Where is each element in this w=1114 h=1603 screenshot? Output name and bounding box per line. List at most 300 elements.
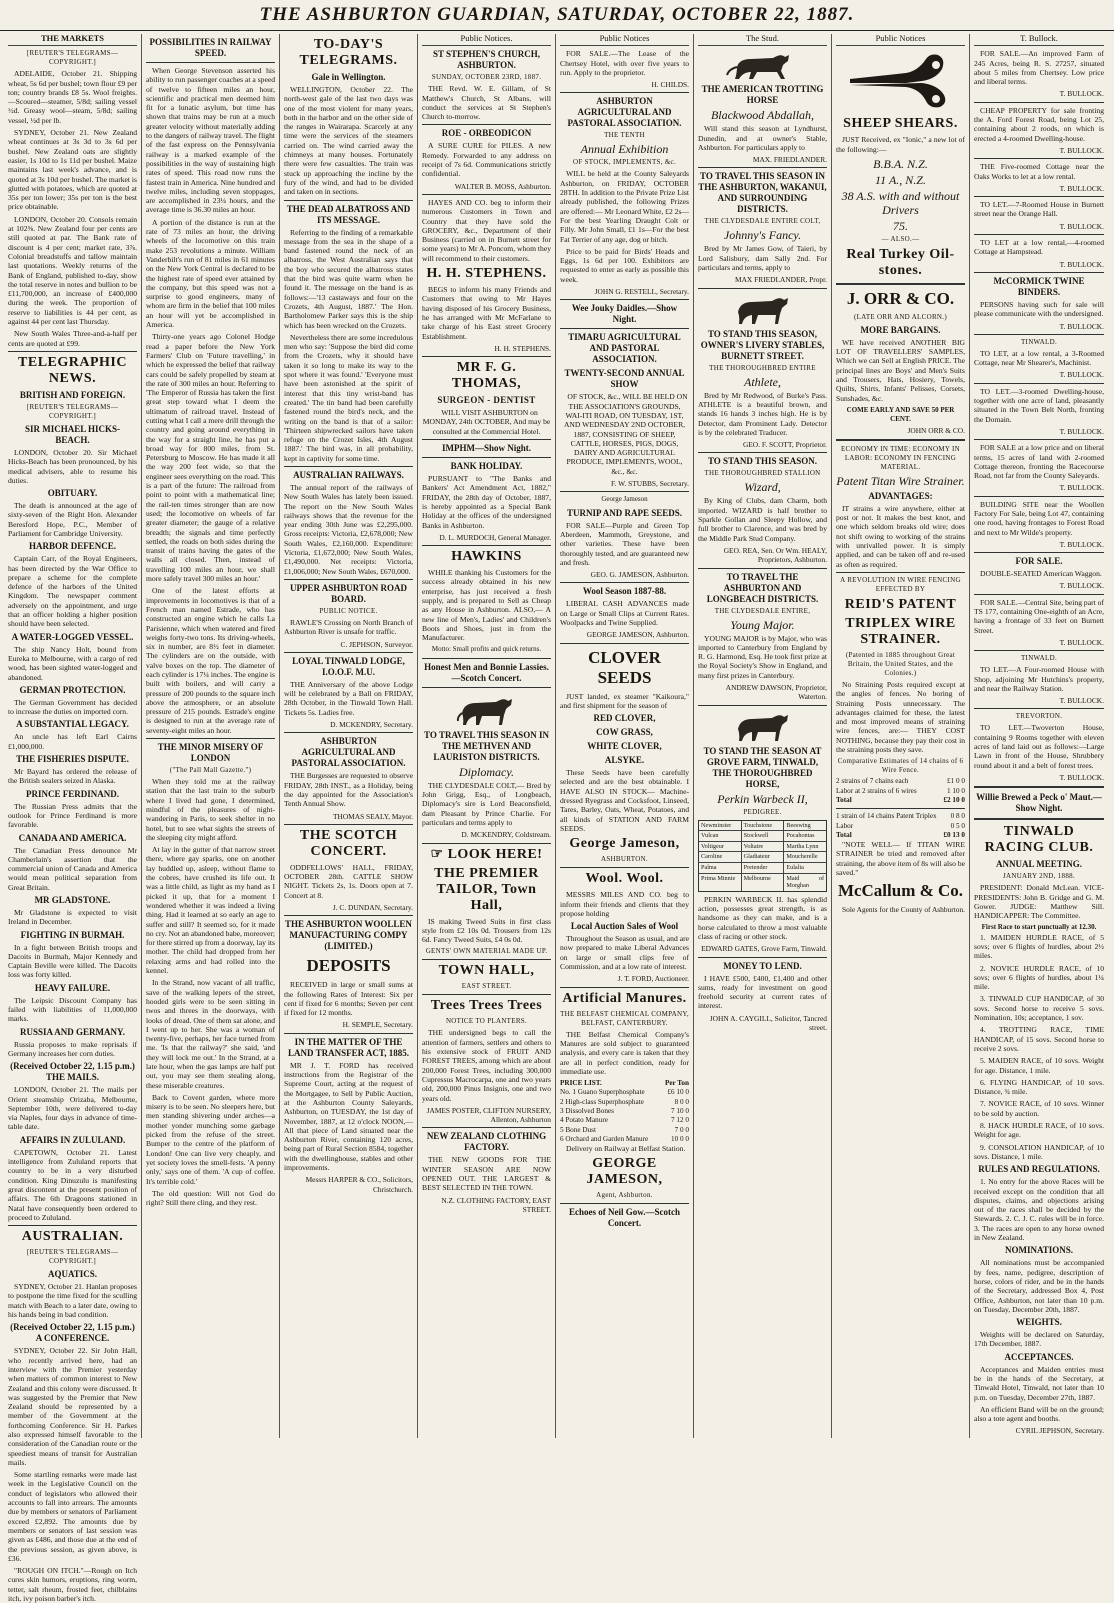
- notice-text: Price to be paid for Birds' Heads and Eggs, 1s 6d per 100. Exhibitors are requested to enter as early as possible this week.: [560, 246, 689, 284]
- divider: [284, 652, 413, 653]
- article-text: Thirty-one years ago Colonel Hodge read a paper before the New York Farmers' Club on 'Future travelling,' in which he expressed the belief that railway cars could be safely propelled by steam at the rate of 300 miles an hour. Referring to 'The Emperor of Russia has taken the first great step toward what I deem the ultimatum of railroad travel. Instead of cutting what I call a mere drill through the country and going around everything in the way for a straight line, he has put a broad way for 800 miles, from St. Petersburg to Moscow. He has made it all the way 200 feet wide, so that the engineer sees everything on the road. This is a part of the future: The railroad from point to point with a mathematical line; the rail-ten times stronger than are now used; the locomotive on wheels of far greater diameter; the gauge of a relative breadth; the signals and time perfectly settled, the roads on both sides during the transit of trains having the gates of the walls all closed. Then, instead of travelling 100 miles an hour, we shall more safely travel 300 miles an hour.': [146, 332, 275, 584]
- divider: [974, 158, 1104, 159]
- divider: [974, 272, 1104, 273]
- show-heading: TWENTY-SECOND ANNUAL SHOW: [564, 368, 685, 390]
- divider: [974, 196, 1104, 197]
- news-heading: HEAVY FAILURE.: [34, 982, 111, 993]
- table-cell: Martha Lynn: [783, 842, 826, 852]
- divider: [422, 545, 551, 546]
- estimate-value: £1 0 0: [947, 777, 965, 786]
- show-night-notice: Honest Men and Bonnie Lassies.—Scotch Concert.: [424, 661, 549, 683]
- table-row: [699, 821, 826, 831]
- table-cell: Touchstone: [741, 821, 784, 831]
- divider: [974, 650, 1104, 651]
- notice-signature: GEORGE JAMESON, Ashburton.: [586, 630, 689, 640]
- divider: [560, 867, 689, 868]
- racing-club-heading: TINWALD RACING CLUB.: [984, 824, 1094, 856]
- advertiser-name: J. ORR & CO.: [846, 288, 955, 308]
- table-cell: Stockwell: [741, 831, 784, 841]
- notice-subheading: THE BELFAST CHEMICAL COMPANY, BELFAST, CANTERBURY.: [560, 1009, 689, 1027]
- column-5: [556, 34, 694, 1438]
- notice-heading: IN THE MATTER OF THE LAND TRANSFER ACT, 1885.: [288, 1036, 409, 1058]
- notice-text: TO LET.—3-roomed Dwelling-house, together with one acre of land, pleasantly situated in the Town Belt North, fronting the Domain.: [974, 386, 1104, 424]
- notice-heading: ASHBURTON AGRICULTURAL AND PASTORAL ASSOCIATION.: [567, 96, 682, 129]
- notice-signature: D. MCKENDRY, Secretary.: [330, 720, 413, 730]
- table-cell: Caroline: [701, 853, 723, 861]
- wool-heading: Wool. Wool.: [585, 871, 664, 887]
- estimate-value: £2 10 0: [943, 795, 965, 804]
- news-heading: AQUATICS.: [47, 1269, 98, 1280]
- notice-text: IS making Tweed Suits in first class style from £2 10s 0d. Trousers from 12s 6d. Fancy Tweed Suits, £4 0s 0d.: [422, 916, 551, 945]
- race-entry: 5. MAIDEN RACE, of 10 sovs. Weight for age. Distance, 1 mile.: [974, 1056, 1104, 1075]
- notice-text: FOR SALE.—The Lease of the Chertsey Hotel, with over five years to run. Apply to the proprietor.: [560, 49, 689, 77]
- news-text: SYDNEY, October 21. Hanlan proposes to postpone the time fixed for the sculling match with Beach to a later date, owing to his hands being in bad condition.: [8, 1282, 137, 1320]
- news-heading: SIR MICHAEL HICKS-BEACH.: [24, 423, 121, 445]
- divider: [422, 439, 551, 440]
- notice-text: BUILDING SITE near the Woollen Factory For Sale, being Lot 47, containing one rood, having frontages to Forest Road and next to Mr Wilde's property.: [974, 499, 1104, 537]
- article-text: At lay in the gutter of that narrow street there, where gay sparks, one on another lay huddled up, asleep, without flame to the cobres, have crushed its life out. It was a little child, as light as my hand as I picked it up, that for a moment I wondered whether it was indeed a living thing. Had it learned at so early an age to suffer and still? It seemed so, for it made no cry. Not an abandoned babe, moreover; for there stirred up from a doorway, lay its mother. The child had dropped from her relaxing arms and had rolled into the kennel.: [146, 845, 275, 976]
- notice-text: An efficient Band will be on the ground; also a tote agent and booths.: [974, 1404, 1104, 1424]
- race-entry: 7. NOVICE RACE, of 10 sovs. Winner to be sold by auction.: [974, 1099, 1104, 1118]
- news-heading: OBITUARY.: [47, 488, 98, 499]
- table-row: [699, 830, 826, 841]
- seed-item: RED CLOVER,: [593, 713, 656, 724]
- estimate-heading: Comparative Estimates of 14 chains of 6 Wire Fence.: [837, 757, 964, 775]
- pedigree-table: [698, 820, 827, 892]
- news-text: Mr Gladstone is expected to visit Ireland in December.: [8, 908, 137, 927]
- notice-subheading: TINWALD.: [1020, 337, 1058, 346]
- divider: [422, 457, 551, 458]
- price-item: 6 Orchard and Garden Manure: [560, 1134, 649, 1143]
- notice-text: PERSONS having such for sale will please communicate with the undersigned.: [974, 299, 1104, 319]
- notice-text: Will stand this season at Lyndhurst, Dunedin, and at owner's Stable, Ashburton. For particulars apply to: [698, 124, 827, 152]
- notice-text: THE Revd. W. E. Gillam, of St Matthew's Church, St Albans, will conduct the services at St Stephen's Church to-morrow.: [422, 84, 551, 122]
- race-entry: 2. NOVICE HURDLE RACE, of 10 sovs; over 6 flights of hurdles, about 1¼ mile.: [974, 963, 1104, 992]
- notice-signature: T. BULLOCK.: [1059, 483, 1104, 493]
- estimate-item: Labor at 2 strains of 6 wires: [836, 786, 917, 795]
- notice-text: RECEIVED in large or small sums at the following Rates of Interest: Six per cent if fixed for 6 months; Seven per cent if fixed for 12 months.: [284, 980, 413, 1018]
- notice-signature: N.Z. CLOTHING FACTORY, EAST STREET.: [441, 1195, 551, 1214]
- advertiser-location: ASHBURTON.: [601, 855, 648, 864]
- price-row: [560, 1135, 689, 1144]
- notice-signature: T. BULLOCK.: [1059, 772, 1104, 782]
- credit-line: [REUTER'S TELEGRAMS—COPYRIGHT.]: [26, 49, 119, 67]
- price-list-unit: Per Ton: [664, 1079, 689, 1088]
- notice-heading: TIMARU AGRICULTURAL AND PASTORAL ASSOCIATION.: [568, 332, 681, 365]
- article-text: Referring to the finding of a remarkable message from the sea in the shape of a band fastened round the neck of an albatross, the West Australian says that the boy who secured the albatross states that the bird was quite warm when he found it. The message on the band is as follows:—'13 castaways and four on the Crozets, 4th August, 1887.' The Hon. Bartholomew Parker says this is the ship which has been wrecked on the Crozets.: [284, 227, 413, 330]
- divider: [974, 234, 1104, 235]
- divider: [698, 568, 827, 569]
- notice-signature: T. BULLOCK.: [1059, 426, 1104, 436]
- divider: [422, 124, 551, 125]
- table-cell: Prima Minnie: [701, 874, 736, 882]
- advertiser-name: GEORGE JAMESON,: [586, 1156, 663, 1188]
- advertiser-location: Agent, Ashburton.: [596, 1191, 653, 1200]
- show-night-notice: Willie Brewed a Peck o' Maut.—Show Night.: [976, 792, 1102, 814]
- news-heading: CANADA AND AMERICA.: [18, 832, 127, 843]
- estimate-value: £0 13 0: [943, 830, 965, 839]
- article-text: The old question: Will not God do right? Still there cling, and they rest.: [146, 1188, 275, 1208]
- divider: [974, 552, 1104, 553]
- seeds-heading: TURNIP AND RAPE SEEDS.: [566, 507, 683, 518]
- nominations-heading: NOMINATIONS.: [1004, 1245, 1074, 1256]
- notice-signature: D. L. MURDOCH, General Manager.: [439, 532, 551, 542]
- notice-subheading: ECONOMY IN TIME: ECONOMY IN LABOR: ECONOMY IN FENCING MATERIAL.: [840, 444, 961, 471]
- horse-name: Diplomacy.: [459, 764, 514, 779]
- notice-signature: T. BULLOCK.: [1059, 637, 1104, 647]
- notice-heading: TO TRAVEL THE ASHBURTON AND LONGBEACH DISTRICTS.: [706, 571, 819, 604]
- news-text: LONDON, October 21. The mails per Orient steamship Orizaba, Melbourne, September 10th, were delivered to-day via Naples, four days in advance of time-table date.: [8, 1085, 137, 1132]
- notice-signature: T. BULLOCK.: [1059, 321, 1104, 331]
- race-entry: 1. MAIDEN HURDLE RACE, of 5 sovs; over 6 flights of hurdles, about 2½ miles.: [974, 932, 1104, 961]
- notice-date: SUNDAY, OCTOBER 23RD, 1887.: [431, 73, 542, 82]
- column-header: Public Notices: [836, 34, 965, 46]
- table-cell: Melbourne: [741, 874, 784, 891]
- news-heading: GERMAN PROTECTION.: [19, 684, 126, 695]
- notice-signature: T. BULLOCK.: [1059, 696, 1104, 706]
- column-7: [832, 34, 970, 1438]
- notice-text: THE Belfast Chemical Company's Manures are sold subject to guaranteed analysis, and every care is taken that they are all in perfect condition, ready for immediate use.: [560, 1029, 689, 1076]
- nominations-text: All nominations must be accompanied by fees, name, pedigree, description of horse, colors of rider, and be in the hands of the Secretary, addressed Box 4, Post Office, Ashburton, not later than 10 p.m. on Tuesday, December 20th, 1887.: [974, 1258, 1104, 1314]
- notice-text: JUST Received, ex "Ionic," a new lot of the following:—: [836, 135, 965, 154]
- notice-heading: ADVANTAGES:: [868, 490, 933, 501]
- seed-item: COW GRASS,: [596, 727, 653, 738]
- acceptances-text: Acceptances and Maiden entries must be in the hands of the Secretary, at Tinwald Hotel, Tinwald, not later than 10 p.m. on Tuesday, December 27th, 1887.: [974, 1364, 1104, 1402]
- estimate-value: 0 5 0: [950, 821, 965, 830]
- news-text: CAPETOWN, October 21. Latest intelligence from Zululand reports that country to be in a very disturbed condition. King Dinuzulu is manifesting great discontent at the present position of affairs. The 6th Dragoons stationed in Natal have consequently been ordered to proceed to Zululand.: [8, 1147, 137, 1222]
- notice-text: THE NEW GOODS FOR THE WINTER SEASON ARE NOW OPENED OUT. THE LARGEST & BEST SELECTED IN THE TOWN.: [422, 1155, 551, 1193]
- section-heading: AUSTRALIAN.: [21, 1229, 124, 1245]
- price-row: [560, 1126, 689, 1135]
- acceptances-heading: ACCEPTANCES.: [1004, 1351, 1074, 1362]
- notice-text: JUST landed, ex steamer "Kaikoura," and first shipment for the season of: [560, 691, 689, 710]
- divider: [284, 732, 413, 733]
- notice-signature: J. T. FORD, Auctioneer.: [617, 974, 689, 984]
- horse-engraving-icon: [452, 691, 522, 727]
- notice-signature: CYRIL JEPHSON, Secretary.: [1015, 1426, 1104, 1436]
- horse-name: Young Major.: [730, 617, 795, 632]
- notice-signature: GEO. G. JAMESON, Ashburton.: [590, 570, 689, 580]
- divider: [8, 351, 137, 352]
- column-header: The Stud.: [698, 34, 827, 46]
- price-item: No. 1 Guano Superphosphate: [560, 1088, 645, 1097]
- notice-signature: T. BULLOCK.: [1059, 183, 1104, 193]
- model-line: 75.: [893, 218, 908, 233]
- price-item: 2 High-class Superphosphate: [560, 1097, 644, 1106]
- article-text: When George Stevenson asserted his ability to run passenger coaches at a speed of twelve to fifteen miles an hour, scientific and practical men deemed him fit for a lunatic asylum, but time has shown that trains may be run at a much greater velocity without materially adding to the dangers of railway travel. The flight of the fast express on the Pennsylvania railway is a marked example of the possibilities in the way of sustaining high rates of speed. This road now runs the fastest train in America. Nine hundred and twelve miles, including seven stoppages, are accomplished in 23¼ hours, and the average time is 36.30 miles an hour.: [146, 66, 275, 215]
- price-list-title: PRICE LIST.: [560, 1079, 602, 1088]
- divider: [422, 658, 551, 659]
- divider: [974, 439, 1104, 440]
- notice-text: FOR SALE.—Central Site, being part of TS 177, containing One-eighth of an Acre, having a frontage of 33 feet on Burnett Street.: [974, 597, 1104, 635]
- advertiser-name: H. H. STEPHENS.: [426, 266, 547, 282]
- start-time-note: First Race to start punctually at 12.30.: [981, 923, 1097, 932]
- table-cell: Beeswing: [783, 821, 826, 831]
- estimate-row: [836, 812, 965, 821]
- notice-subheading: TINWALD.: [1020, 654, 1058, 663]
- notice-heading: McCORMICK TWINE BINDERS.: [993, 275, 1085, 297]
- estimate-item: Total: [836, 795, 852, 804]
- column-header: THE MARKETS: [8, 34, 137, 46]
- notice-heading: THE AMERICAN TROTTING HORSE: [701, 84, 824, 106]
- horse-name: Blackwood Abdallah,: [710, 108, 815, 123]
- divider: [422, 994, 551, 995]
- masthead-title: THE ASHBURTON GUARDIAN, SATURDAY, OCTOBER 22, 1887.: [259, 4, 855, 25]
- notice-text: TO LET.—A Four-roomed House with Shop, adjoining Mr Hutchins's property, and near the Railway Station.: [974, 665, 1104, 693]
- table-row: [699, 841, 826, 852]
- table-cell: Maid of Morghan: [783, 874, 826, 891]
- notice-signature: THOMAS SEALY, Mayor.: [332, 811, 413, 821]
- notice-subheading: (Patented in 1885 throughout Great Britain, the United States, and the Colonies.): [845, 650, 956, 677]
- price-item: 3 Dissolved Bones: [560, 1107, 614, 1115]
- motto: Motto: Small profits and quick returns.: [431, 645, 542, 654]
- show-night-notice: IMPHM—Show Night.: [441, 443, 531, 454]
- notice-text: BEGS to inform his many Friends and Customers that owing to Mr Hayes having disposed of his Grocery Business, he has arranged with Mr McFarlane to take charge of his East street Grocery Establishment.: [422, 285, 551, 341]
- divider: [560, 582, 689, 583]
- shears-heading: SHEEP SHEARS.: [843, 116, 958, 132]
- column-6: [694, 34, 832, 1438]
- weights-heading: WEIGHTS.: [1016, 1317, 1062, 1328]
- section-subheading: BRITISH AND FOREIGN.: [19, 389, 126, 400]
- divider: [836, 283, 965, 285]
- notice-signature: T. BULLOCK.: [1059, 259, 1104, 269]
- notice-subheading: OF STOCK, IMPLEMENTS, &c.: [572, 158, 677, 167]
- divider: [284, 466, 413, 467]
- notice-text: RAWLE'S Crossing on North Branch of Ashburton River is unsafe for traffic.: [284, 617, 413, 637]
- price-row: [560, 1088, 689, 1097]
- price-item: 4 Potato Manure: [560, 1116, 608, 1125]
- price-row: [560, 1107, 689, 1116]
- notice-signature: GEO. REA, Sen. Or Wm. HEALY, Proprietors, Ashburton.: [723, 545, 827, 565]
- model-line: 11 A., N.Z.: [875, 172, 926, 187]
- notice-text: FOR SALE at a low price and on liberal terms, 15 acres of land with 2-roomed Cottage thereon, fronting the Racecourse Road, not far from the County Saleyards.: [974, 443, 1104, 481]
- notice-heading: ROE - ORBEODICON: [441, 128, 532, 139]
- news-heading: PRINCE FERDINAND.: [25, 788, 119, 799]
- news-heading: AFFAIRS IN ZULULAND.: [19, 1134, 126, 1145]
- notice-signature: EDWARD GATES, Grove Farm, Tinwald.: [701, 944, 827, 954]
- deposits-heading: DEPOSITS: [306, 956, 391, 976]
- venue-subheading: EAST STREET.: [461, 982, 512, 991]
- divider: [284, 579, 413, 580]
- estimate-row: [836, 796, 965, 805]
- advertiser-name: MR F. G. THOMAS,: [451, 360, 522, 392]
- news-heading: THE FISHERIES DISPUTE.: [16, 754, 129, 765]
- notice-text: By King of Clubs, dam Charm, both imported. WIZARD is half brother to Sparkle Gollan and Sleepy Hollow, and full brother to Clarence, and was bred by the Middle Park Stud Company.: [698, 496, 827, 543]
- notice-text: THE Anniversary of the above Lodge will be celebrated by a Ball on FRIDAY, 28th October, in the Tinwald Town Hall. Tickets 5s. Ladies free.: [284, 679, 413, 717]
- article-heading: AUSTRALIAN RAILWAYS.: [293, 469, 404, 480]
- table-cell: Gladiateur: [741, 852, 784, 862]
- advertiser-name: McCallum & Co.: [837, 881, 964, 901]
- notice-text: TO LET.—Twoverton House, containing 9 Rooms together with eleven acres of land laid out as follows:—Large Lawn in front of the House, Shrubbery round about it and a belt of forest trees.: [974, 723, 1104, 770]
- look-here-heading: [422, 847, 551, 863]
- notice-signature: WALTER B. MOSS, Ashburton.: [454, 181, 551, 191]
- rules-text: 1. No entry for the above Races will be received except on the condition that all disputes, claims, and objections arising out of the races shall be decided by the Stewards. 2. C. J. C. rules will be in force. 3. The races are open to any horse owned in New Zealand.: [974, 1177, 1104, 1243]
- divider: [974, 383, 1104, 384]
- notice-text: TO LET, at a low rental, a 3-Roomed Cottage, near Mr Shearer's, Machinist.: [974, 348, 1104, 368]
- advertiser-label: George Jameson: [601, 495, 648, 504]
- estimate-value: 0 8 0: [950, 812, 965, 821]
- notice-signature: H. CHILDS.: [651, 80, 689, 90]
- notice-signature: C. JEPHSON, Surveyor.: [340, 639, 413, 649]
- divider: [146, 738, 275, 739]
- estimate-item: Total: [836, 830, 852, 839]
- race-entry: 9. CONSOLATION HANDICAP, of 10 sovs. Distance, 1 mile.: [974, 1142, 1104, 1161]
- notice-text: DOUBLE-SEATED American Waggon.: [980, 569, 1102, 579]
- notice-signature: T. BULLOCK.: [1059, 539, 1104, 549]
- notice-text: TO LET at a low rental,—4-roomed Cottage at Hampstead.: [974, 238, 1104, 257]
- notice-subheading: TREVORTON.: [1015, 712, 1063, 721]
- notice-signature: H. SEMPLE, Secretary.: [342, 1020, 413, 1030]
- article-text: One of the latest efforts at improvements in locomotives is that of a French man named Estrade, who has constructed an engine which he calls La Parisienne, which when watered and fired weighs forty-two tons. Its driving-wheels, six in number, are 8½ feet in diameter. The cylinders are on the outside, with valve boxes on the top. The diameter of each cylinder is 17¼ inches. The engine is built with boilers, and will carry a pressure of 200 pounds to the square inch above the atmosphere, or an absolute pressure of 215 pounds. Estrade's engine is designed to run at the average rate of seventy-eight miles an hour.: [146, 586, 275, 735]
- divider: [974, 496, 1104, 497]
- news-text: Russia proposes to make reprisals if Germany increases her corn duties.: [8, 1039, 137, 1058]
- rules-heading: RULES AND REGULATIONS.: [978, 1164, 1100, 1175]
- company-heading: THE ASHBURTON WOOLLEN MANUFACTURING COMPY (LIMITED.): [285, 919, 412, 952]
- notice-signature: GEO. F. SCOTT, Proprietor.: [742, 440, 827, 450]
- price-value: 8 0 0: [674, 1097, 689, 1106]
- show-night-notice: Wee Jouky Daidles.—Show Night.: [571, 303, 678, 325]
- notice-signature: JOHN A. CAYGILL, Solicitor, Tancred street.: [709, 1013, 827, 1033]
- price-list-header: [560, 1079, 689, 1088]
- divider: [698, 167, 827, 168]
- race-entry: 3. TINWALD CUP HANDICAP, of 30 sovs. Second horse to receive 5 sovs. Nomination, 10s; acceptance, 1 sov.: [974, 994, 1104, 1023]
- table-cell: Voltigeur: [701, 842, 724, 850]
- divider: [836, 572, 965, 573]
- notice-text: THE Five-roomed Cottage near the Oaks Works to let at a low rental.: [974, 162, 1104, 181]
- news-text: The ship Nancy Holt, bound from Eureka to Melbourne, with a cargo of red wood, has been sighted water-logged and abandoned.: [8, 644, 137, 682]
- notice-text: PURSUANT to "The Banks and Bankers' Act Amendment Act, 1882," FRIDAY, the 28th day of October, 1887, is hereby appointed as a Special Bank Holiday at the offices of the undersigned Banks in Ashburton.: [422, 474, 551, 530]
- section-heading: TELEGRAPHIC NEWS.: [18, 354, 127, 386]
- estimate-item: 2 strains of 7 chains each: [836, 777, 909, 786]
- news-text: WELLINGTON, October 22. The north-west gale of the last two days was one of the most violent for many years, both in the harbor and on the other side of the ranges in Wairarapa. Scarcely at any time were the services of the steamers carried on. The wind carried away the chimneys at many houses. Fortunately there were few casualties. The train was stuck up approaching the incline by the fury of the wind, and had to be divided and taken on in sections.: [284, 85, 413, 197]
- notice-signature: JOHN ORR & CO.: [907, 425, 965, 435]
- news-text: LONDON, October 20. Sir Michael Hicks-Beach has been pronounced, by his medical advisers, able to resume his duties.: [8, 447, 137, 485]
- table-cell: Moucherelle: [783, 852, 826, 862]
- notice-text: These Seeds have been carefully selected and are the best obtainable. I HAVE ALSO IN STOCK— Machine-dressed Ryegrass and Cocksfoot, Linseed, Tares, Barley, Oats, Wheat, Potatoes, and all kinds of STATION AND FARM SEEDS.: [560, 768, 689, 833]
- notice-signature: MAX FRIEDLANDER, Propr.: [735, 275, 827, 285]
- notice-text: THE CLYDESDALE COLT,— Bred by John Grigg, Esq., of Longbeach, Diplomacy's sire is Lord Beaconsfield, dam Pleasant by Prince Charlie. For particulars and terms apply to: [422, 780, 551, 827]
- article-heading: THE DEAD ALBATROSS AND ITS MESSAGE.: [286, 203, 411, 225]
- divider: [974, 818, 1104, 820]
- news-heading: HARBOR DEFENCE.: [28, 541, 116, 552]
- news-heading: Gale in Wellington.: [311, 72, 386, 82]
- notice-text: WILL be held at the County Saleyards Ashburton, on FRIDAY, OCTOBER 28TH. In addition to the Private Prize List already published, the following Prizes are offered:— Mr Leonard White, £2 2s—For the best Yearling Draught Colt or Filly. Mr John Small, £1 1s—For the best Fat Terrier of any age, dog or bitch.: [560, 169, 689, 244]
- notice-heading: NEW ZEALAND CLOTHING FACTORY.: [426, 1131, 547, 1153]
- price-row: [560, 1098, 689, 1107]
- divider: [698, 452, 827, 453]
- table-cell: Newminster: [701, 821, 732, 829]
- column-1: [4, 33, 142, 1603]
- divider: [560, 1203, 689, 1204]
- divider: [422, 356, 551, 357]
- article-heading: THE MINOR MISERY OF LONDON: [157, 742, 264, 764]
- oilstones-heading: Real Turkey Oil-stones.: [846, 246, 955, 278]
- notice-subheading: THE THOROUGHBRED ENTIRE: [709, 363, 816, 372]
- race-entry: 4. TROTTING RACE, TIME HANDICAP, of 15 sovs. Second horse to receive 2 sovs.: [974, 1025, 1104, 1053]
- notice-signature: Sole Agents for the County of Ashburton.: [842, 905, 965, 915]
- notice-heading: TO TRAVEL THIS SEASON IN THE METHVEN AND LAURISTON DISTRICTS.: [424, 729, 549, 762]
- article-heading: POSSIBILITIES IN RAILWAY SPEED.: [149, 37, 272, 58]
- notice-subheading: PUBLIC NOTICE.: [319, 606, 378, 615]
- horse-name: Johnny's Fancy.: [723, 228, 802, 243]
- notice-heading: ANNUAL MEETING.: [995, 859, 1082, 870]
- article-text: Back to Covent garden, where more misery is to be seen. No sleepers here, but men standing shivering under arches—a mother yonder munching some garbage picked from the refuse of the street. Bumper to the centre of the platform of London! One can live very cheaply, and yet society loves the smell-fests. 'A penny only,' says one of them. 'A cup of coffee. It's terrible cold.': [146, 1092, 275, 1186]
- notice-text: WILL VISIT ASHBURTON on MONDAY, 24th OCTOBER, And may be consulted at the Commercial Hotel.: [422, 408, 551, 436]
- notice-heading: ASHBURTON AGRICULTURAL AND PASTORAL ASSOCIATION.: [291, 736, 406, 769]
- notice-heading: BANK HOLIDAY.: [450, 461, 523, 472]
- notice-text: Bred by Mr Redwood, of Burke's Pass. ATHLETE is a beautiful brown, and stands 16 hands 3 inches high. He is by Detector, dam Prominent Lady. Detector is by the celebrated Traducer.: [698, 390, 827, 437]
- table-row: [699, 851, 826, 862]
- divider: [422, 194, 551, 195]
- notice-subheading: THE THOROUGHBRED STALLION: [704, 469, 821, 478]
- notice-signature: ANDREW DAWSON, Proprietor, Waterton.: [725, 683, 827, 702]
- divider: [974, 334, 1104, 335]
- notice-signature: H. H. STEPHENS.: [494, 343, 551, 353]
- notice-text: WHILE thanking his Customers for the success already obtained in his new enterprise, has just received a fresh supply, and is prepared to Sell as Cheap as any House in Ashburton. ALSO,— A new line of Men's, Ladies' and Children's Boots and Shoes, just in from the Manufacturer.: [422, 568, 551, 643]
- notice-text: MESSRS MILES AND CO. beg to inform their friends and clients that they propose holding: [560, 890, 689, 918]
- notice-text: HAYES AND CO. beg to inform their numerous Customers in Town and Country that they have sold the GROCERY, &c., Department of their Business (carried on in Burnett street for some years) to Mr A. Poncom, whom they will recommend to their customers.: [422, 197, 551, 263]
- trotting-horse-engraving-icon: [723, 49, 803, 81]
- notice-heading: TO STAND THE SEASON AT GROVE FARM, TINWALD, THE THOROUGHBRED HORSE,: [703, 745, 822, 789]
- notice-text: THE Burgesses are requested to observe FRIDAY, 28th INST., as a Holiday, being the day appointed for the Association's Tenth Annual Show.: [284, 771, 413, 809]
- notice-subheading: THE TENTH: [604, 131, 645, 140]
- product-heading: Patent Titan Wire Strainer.: [836, 473, 965, 488]
- divider: [284, 915, 413, 916]
- notice-text: Throughout the Season as usual, and are now prepared to make Liberal Advances on large or small clips free of Commission, and at a low rate of interest.: [560, 934, 689, 972]
- notice-text: TO LET.—7-Roomed House in Burnett street near the Orange Hall.: [974, 200, 1104, 219]
- notice-signature: T. BULLOCK.: [1059, 89, 1104, 99]
- notice-text: OF STOCK, &c., WILL BE HELD ON THE ASSOCIATION'S GROUNDS, WAI-ITI ROAD, ON TUESDAY, 1ST, AND WEDNESDAY 2ND OCTOBER, 1887, CONSISTING OF SHEEP, CATTLE, HORSES, PIGS, DOGS, DAIRY AND AGRICULTURAL PRODUCE, IMPLEMENTS, WOOL, &c., &c.: [563, 392, 688, 476]
- divider: [560, 328, 689, 329]
- price-value: 10 0 0: [671, 1134, 689, 1143]
- seed-item: WHITE CLOVER,: [587, 741, 662, 752]
- estimate-row: [836, 787, 965, 796]
- market-report: SYDNEY, October 21. New Zealand wheat continues at 3s 3d to 3s 6d per bushel. New Zealand oats are slightly easier, 1s 10d to 1s 11d per bushel. Maize maintains last week's advance, and is quoted at 3s 10d per bushel. The market is glutted with potatoes, which are quoted at 35s per ton lower; 35s per ton is the best price obtainable.: [8, 128, 137, 212]
- divider: [8, 1225, 137, 1226]
- masthead: [0, 0, 1114, 31]
- divider: [422, 959, 551, 960]
- news-text: SYDNEY, October 22. Sir John Hall, who recently arrived here, had an interview with the Premier yesterday when matters of common interest to New Zealand and this colony were discussed. It was suggested by the Premier that New Zealand should be represented by a member of the Government at the forthcoming Conference. Sir H. Parkes also expressed himself favorable to the consideration of the Canadian route or the speediest means of transit for Australian mails.: [8, 1346, 137, 1467]
- notice-signature: MAX. FRIEDLANDER.: [752, 155, 827, 165]
- news-heading: RUSSIA AND GERMANY.: [20, 1026, 125, 1037]
- notice-heading: TO STAND THIS SEASON.: [707, 456, 818, 467]
- divider: [284, 1033, 413, 1034]
- news-heading: (Received October 22, 1.15 p.m.) THE MAILS.: [10, 1061, 135, 1083]
- column-header: Public Notices.: [422, 34, 551, 46]
- news-text: The Russian Press admits that the outlook for Prince Ferdinand is more favorable.: [8, 801, 137, 830]
- notice-subheading: (LATE ORR AND ALCORN.): [854, 312, 947, 321]
- notice-signature: T. BULLOCK.: [1059, 221, 1104, 231]
- notice-text: ODDFELLOWS' HALL, FRIDAY, OCTOBER 28th. CATTLE SHOW NIGHT. Tickets 2s, 1s. Doors open at 7. Concert at 8.: [284, 862, 413, 900]
- column-2: [142, 34, 280, 1438]
- race-entry: 8. HACK HURDLE RACE, of 10 sovs. Weight for age.: [974, 1121, 1104, 1140]
- divider: [422, 1127, 551, 1128]
- notice-text: PERKIN WARBECK II. has splendid action, possesses great strength, is as handsome as they can make, and is a horse calculated to throw a most valuable class of racing or other stock.: [698, 894, 827, 941]
- news-text: In a fight between British troops and Dacoits in Burmah, Major Kennedy and Captain Beville were killed. The Dacoits loss was forty killed.: [8, 942, 137, 980]
- notice-signature: JOHN G. RESTELL, Secretary.: [594, 287, 689, 297]
- divider: [560, 987, 689, 988]
- news-heading: FIGHTING IN BURMAH.: [20, 929, 125, 940]
- divider: [974, 786, 1104, 788]
- notice-text: FOR SALE—Purple and Green Top Aberdeen, Mammoth, Greystone, and other varieties. These have been thoroughly tested, and are guaranteed new and fresh.: [560, 520, 689, 567]
- table-cell: Eulalia: [783, 863, 826, 873]
- product-heading: TRIPLEX WIRE STRAINER.: [845, 615, 956, 647]
- column-header: T. Bullock.: [974, 34, 1104, 46]
- notice-signature: F. W. STUBBS, Secretary.: [611, 479, 689, 489]
- news-text: The Canadian Press denounce Mr Chamberlain's assertion that the commercial union of Canada and America would mean political separation from Great Britain.: [8, 845, 137, 892]
- table-row: [699, 862, 826, 873]
- column-header: Public Notices: [560, 34, 689, 46]
